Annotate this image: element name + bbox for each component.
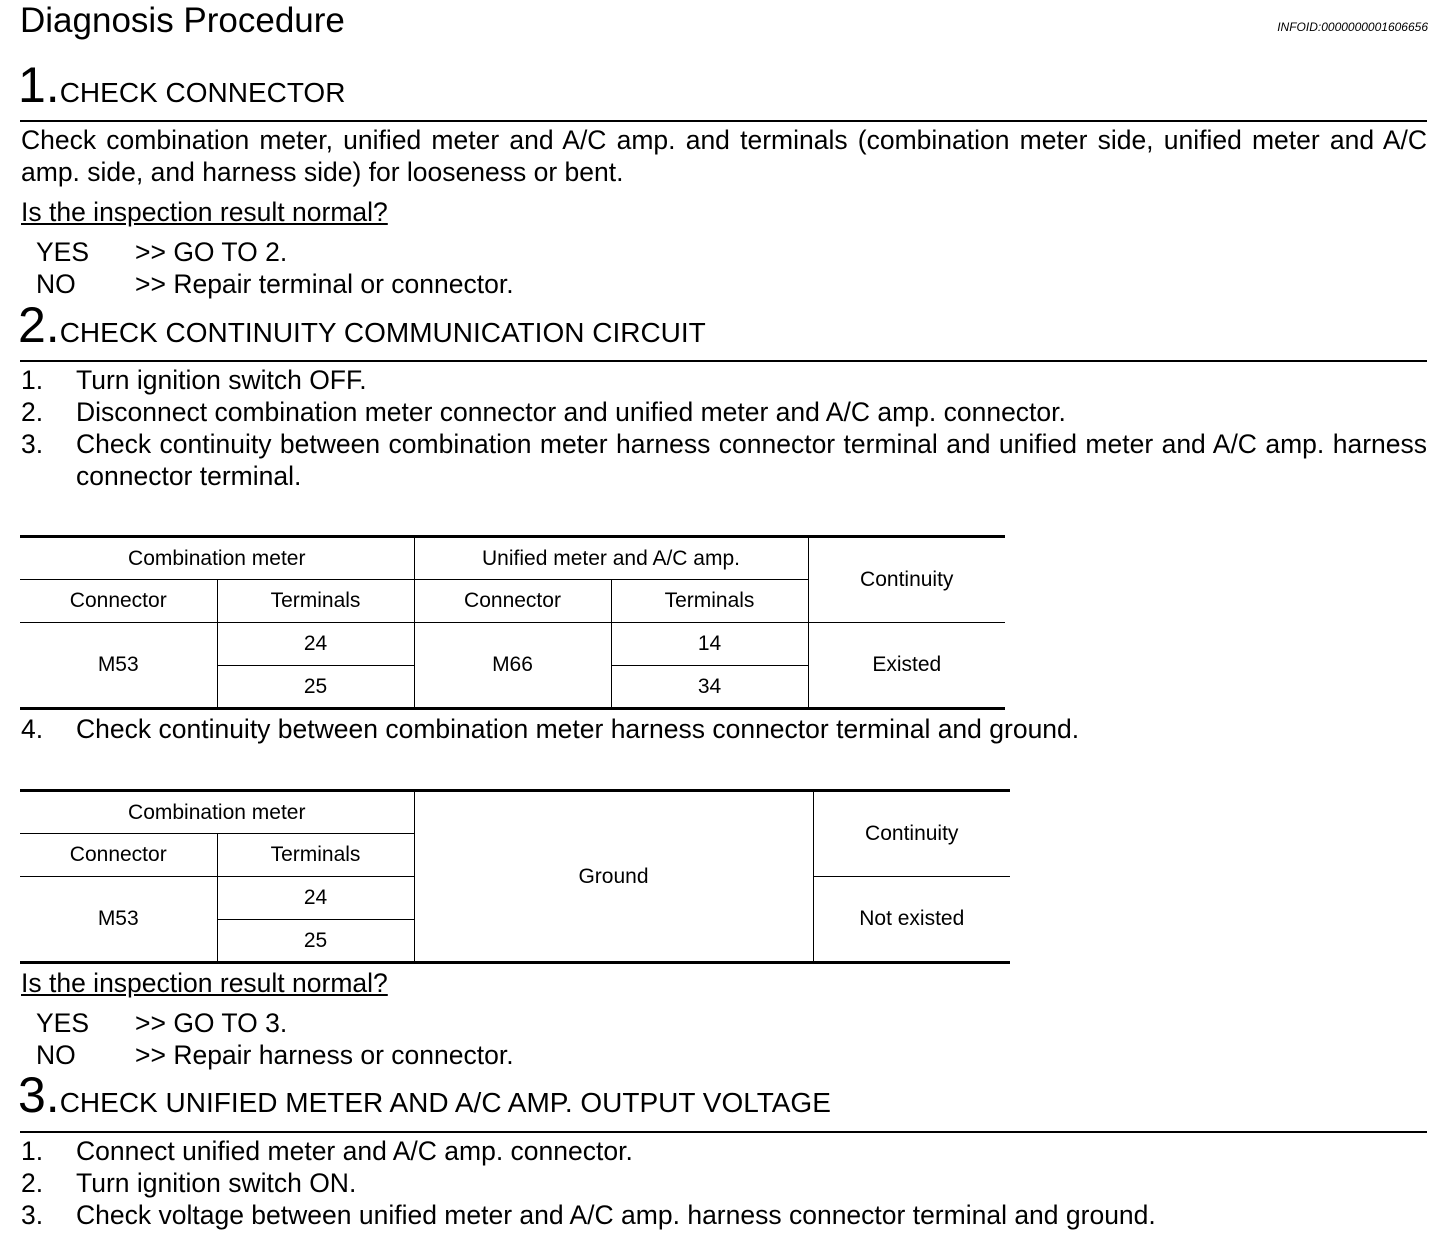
continuity-table-1 [20,535,1005,710]
table-cell: 25 [217,666,414,709]
step-2-heading [18,297,706,353]
step-title: CHECK UNIFIED METER AND A/C AMP. OUTPUT VOLTAGE [59,1087,831,1118]
inspection-question: Is the inspection result normal? [21,197,388,227]
answer-action: >> GO TO 3. [135,1008,288,1038]
table-header: Terminals [217,580,414,623]
divider [20,120,1427,122]
table-cell: Not existed [859,907,965,930]
table-header: Connector [20,580,217,623]
answer-action: >> Repair harness or connector. [135,1040,514,1070]
table-header: Connector [414,580,611,623]
step-title: CHECK CONTINUITY COMMUNICATION CIRCUIT [59,317,706,348]
step-1-instructions: Check combination meter, unified meter and A/C amp. and terminals (combination meter side, unified meter and A/C amp. side, and harness side) for looseness or bent. [21,125,1427,187]
table-header: Combination meter [20,537,414,580]
table-cell: 24 [217,623,414,666]
table-cell: 14 [611,623,808,666]
step-number: 2. [18,297,60,353]
info-id: INFOID:0000000001606656 [1277,20,1428,34]
table-cell: 24 [217,877,414,920]
divider [20,1131,1427,1133]
answer-action: >> GO TO 2. [135,237,288,267]
table-header: Connector [20,834,217,877]
step-title: CHECK CONNECTOR [59,77,346,108]
step-number: 1. [18,57,60,113]
divider [20,360,1427,362]
page-title: Diagnosis Procedure [20,1,345,40]
inspection-question: Is the inspection result normal? [21,968,388,998]
table-header: Continuity [813,791,1010,877]
continuity-table-2 [20,789,1010,964]
answer-label: NO [36,269,76,299]
table-cell: M53 [20,877,217,963]
table-cell: 25 [217,920,414,963]
table-header: Combination meter [20,791,414,834]
answer-label: YES [36,237,90,267]
table-cell: 34 [611,666,808,709]
table-header: Unified meter and A/C amp. [414,537,808,580]
answer-label: YES [36,1008,90,1038]
step-1-heading [18,57,346,113]
step-3-heading [18,1067,831,1123]
step-number: 3. [18,1067,60,1123]
table-cell: M53 [20,623,217,709]
table-header: Terminals [611,580,808,623]
answer-label: NO [36,1040,76,1070]
table-header: Terminals [217,834,414,877]
table-cell: M66 [414,623,611,709]
table-cell: Existed [872,653,942,676]
table-cell: Ground [414,791,813,963]
table-header: Continuity [808,537,1005,623]
answer-action: >> Repair terminal or connector. [135,269,514,299]
